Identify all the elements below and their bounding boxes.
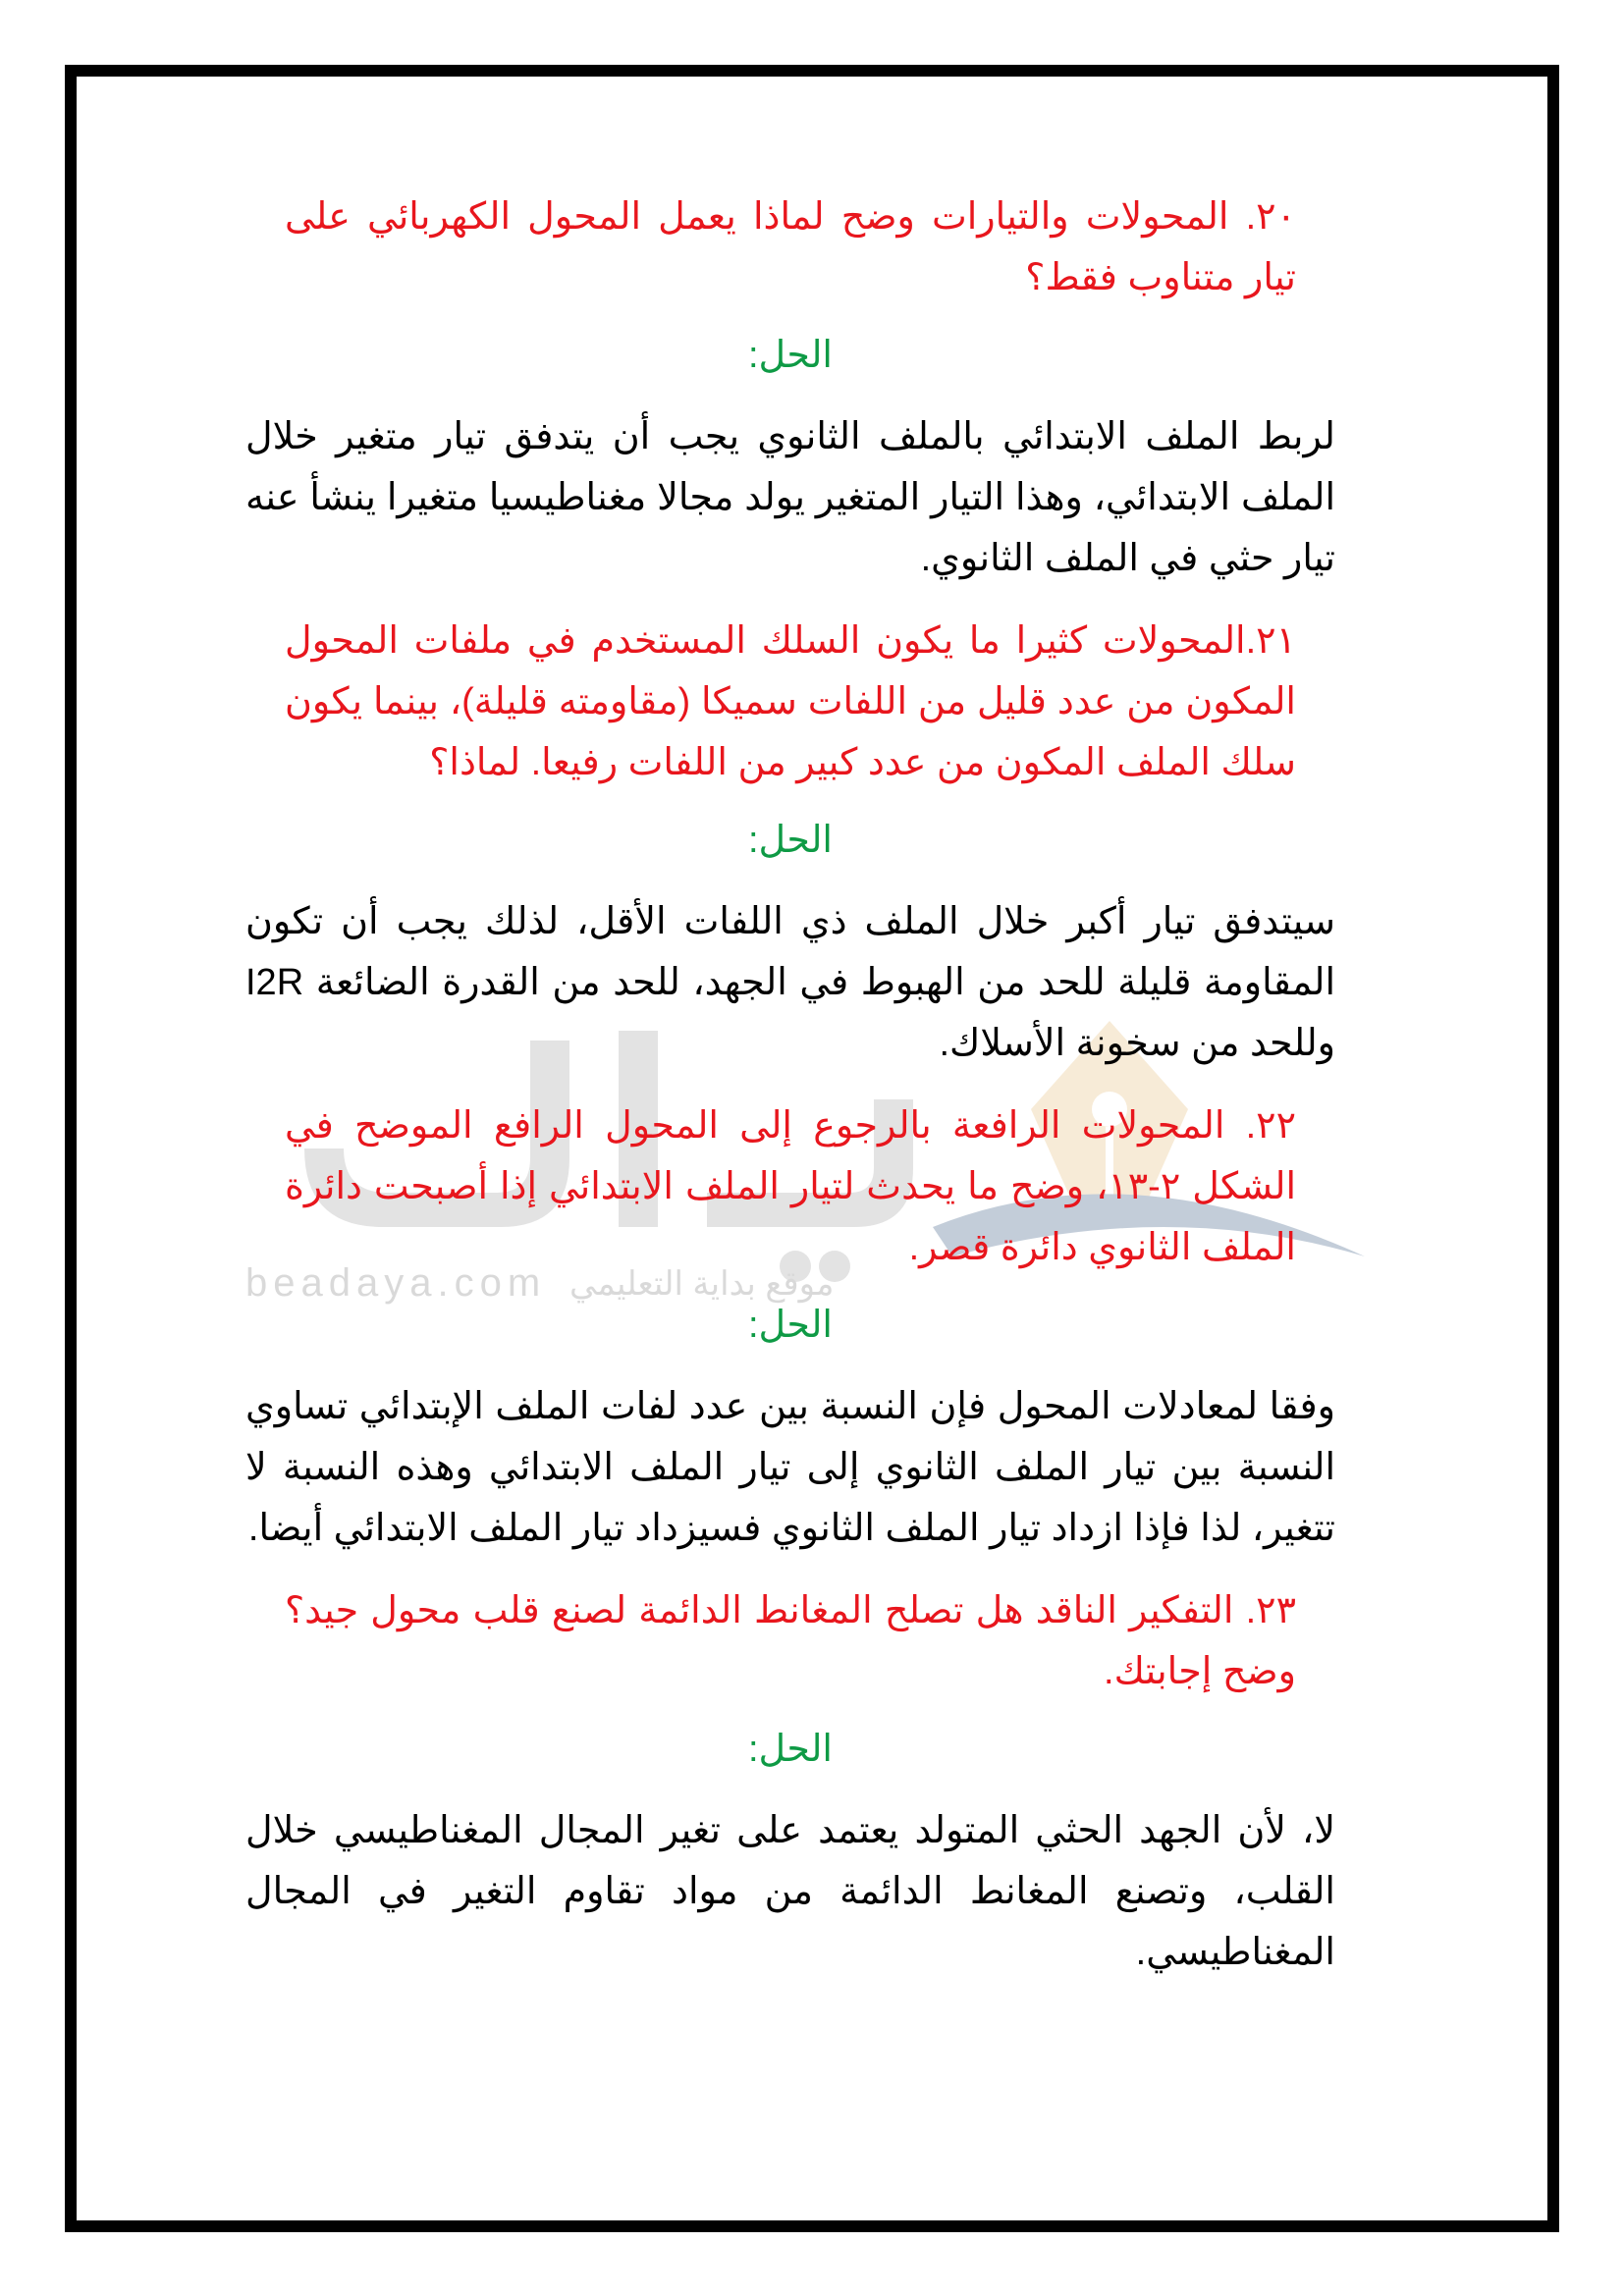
question-20: ٢٠. المحولات والتيارات وضح لماذا يعمل المحول الكهربائي على تيار متناوب فقط؟ xyxy=(285,196,1296,298)
watermark-tagline: موقع بداية التعليمي xyxy=(569,1265,835,1303)
answer-22: وفقا لمعادلات المحول فإن النسبة بين عدد لفات الملف الإبتدائي تساوي النسبة بين تيار الملف الثانوي إلى تيار الملف الابتدائي وهذه النسبة لا تتغير، لذا فإذا ازداد تيار الملف الثانوي فسيزداد تيار الملف الابتدائي أيضا. xyxy=(245,1386,1335,1549)
watermark-url: beadaya.com xyxy=(245,1261,547,1305)
answer-21: سيتدفق تيار أكبر خلال الملف ذي اللفات الأقل، لذلك يجب أن تكون المقاومة قليلة للحد من الهبوط في الجهد، للحد من القدرة الضائعة I2R وللحد من سخونة الأسلاك. xyxy=(245,901,1335,1064)
document-body xyxy=(245,187,1335,2004)
solution-label-20: الحل: xyxy=(747,335,833,376)
answer-23: لا، لأن الجهد الحثي المتولد يعتمد على تغير المجال المغناطيسي خلال القلب، وتصنع المغانط الدائمة من مواد تقاوم التغير في المجال المغناطيسي. xyxy=(245,1810,1335,1973)
question-21: ٢١.المحولات كثيرا ما يكون السلك المستخدم في ملفات المحول المكون من عدد قليل من اللفات سميكا (مقاومته قليلة)، بينما يكون سلك الملف المكون من عدد كبير من اللفات رفيعا. لماذا؟ xyxy=(285,620,1296,783)
question-23: ٢٣. التفكير الناقد هل تصلح المغانط الدائمة لصنع قلب محول جيد؟ وضح إجابتك. xyxy=(285,1590,1296,1692)
solution-label-22: الحل: xyxy=(747,1305,833,1346)
answer-20: لربط الملف الابتدائي بالملف الثانوي يجب أن يتدفق تيار متغير خلال الملف الابتدائي، وهذا التيار المتغير يولد مجالا مغناطيسيا متغيرا ينشأ عنه تيار حثي في الملف الثانوي. xyxy=(245,416,1335,579)
solution-label-21: الحل: xyxy=(747,820,833,861)
question-22: ٢٢. المحولات الرافعة بالرجوع إلى المحول الرافع الموضح في الشكل ٢-١٣، وضح ما يحدث لتيار الملف الابتدائي إذا أصبحت دائرة الملف الثانوي دائرة قصر. xyxy=(285,1105,1297,1268)
solution-label-23: الحل: xyxy=(747,1729,833,1770)
